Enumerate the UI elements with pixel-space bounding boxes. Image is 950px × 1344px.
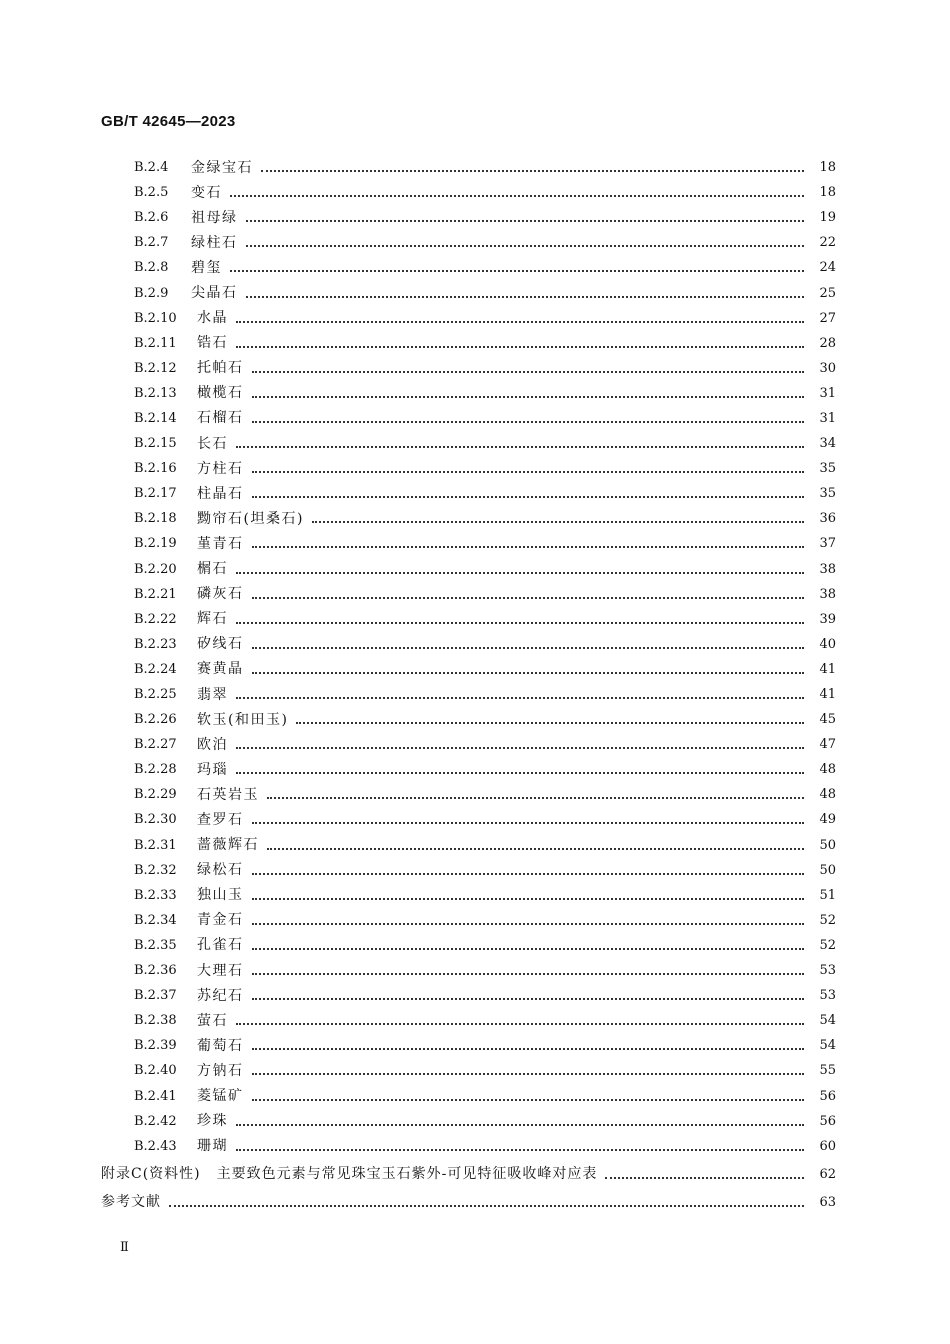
toc-entry[interactable]: [0, 356, 950, 381]
leader-dots: [236, 771, 804, 774]
page-number-roman: Ⅱ: [120, 1240, 129, 1255]
section-number: B.2.33: [134, 887, 177, 903]
leader-dots: [230, 194, 804, 197]
section-number: B.2.35: [134, 937, 177, 953]
toc-entry[interactable]: [0, 456, 950, 481]
toc-entry[interactable]: [0, 732, 950, 757]
section-number: B.2.30: [134, 812, 177, 828]
toc-entry[interactable]: [0, 506, 950, 531]
section-title: 珊瑚: [197, 1138, 228, 1155]
section-number: B.2.9: [134, 285, 169, 301]
page-number: 38: [819, 561, 836, 577]
section-number: B.2.38: [134, 1013, 177, 1029]
section-title: 珍珠: [197, 1113, 228, 1130]
toc-entry[interactable]: [0, 205, 950, 230]
leader-dots: [252, 495, 805, 498]
section-title: 矽线石: [197, 636, 244, 653]
section-number: B.2.7: [134, 235, 169, 251]
toc-entry[interactable]: [0, 582, 950, 607]
section-number: B.2.27: [134, 737, 177, 753]
section-title: 祖母绿: [191, 209, 238, 226]
section-number: B.2.24: [134, 661, 177, 677]
section-title: 辉石: [197, 611, 228, 628]
references-title: 参考文献: [101, 1194, 161, 1211]
leader-dots: [252, 671, 805, 674]
toc-entry[interactable]: [0, 958, 950, 983]
page-number: 53: [819, 963, 836, 979]
page-number: 54: [819, 1013, 836, 1029]
toc-entry[interactable]: [0, 908, 950, 933]
toc-entry[interactable]: [0, 1033, 950, 1058]
section-title: 方钠石: [197, 1062, 244, 1079]
leader-dots: [236, 1123, 804, 1126]
section-number: B.2.14: [134, 410, 177, 426]
section-title: 橄榄石: [197, 385, 244, 402]
section-title: 蔷薇辉石: [197, 837, 259, 854]
section-number: B.2.34: [134, 912, 177, 928]
section-number: B.2.5: [134, 185, 169, 201]
toc-entry[interactable]: [0, 255, 950, 280]
section-title: 尖晶石: [191, 285, 238, 302]
page-number: 50: [819, 862, 836, 878]
toc-entry[interactable]: [0, 331, 950, 356]
toc-entry[interactable]: [0, 557, 950, 582]
section-title: 石英岩玉: [197, 786, 259, 803]
page-number: 56: [819, 1088, 836, 1104]
page-number: 25: [819, 285, 836, 301]
page-number: 48: [819, 762, 836, 778]
page-number: 36: [819, 511, 836, 527]
toc-entry[interactable]: [0, 833, 950, 858]
page-number: 41: [819, 661, 836, 677]
toc-entry[interactable]: [0, 782, 950, 807]
document-id: GB/T 42645—2023: [101, 113, 236, 130]
appendix-title: 主要致色元素与常见珠宝玉石紫外-可见特征吸收峰对应表: [216, 1166, 598, 1183]
section-title: 菱锰矿: [197, 1088, 244, 1105]
leader-dots: [252, 972, 805, 975]
section-number: B.2.42: [134, 1113, 177, 1129]
leader-dots: [252, 370, 805, 373]
page-number: 37: [819, 536, 836, 552]
leader-dots: [236, 320, 804, 323]
section-number: B.2.21: [134, 586, 177, 602]
page-number: 41: [819, 687, 836, 703]
section-number: B.2.20: [134, 561, 177, 577]
section-title: 萤石: [197, 1012, 228, 1029]
leader-dots: [252, 596, 805, 599]
leader-dots: [312, 520, 804, 523]
section-number: B.2.15: [134, 436, 177, 452]
page-number: 39: [819, 611, 836, 627]
page-number: 49: [819, 812, 836, 828]
section-title: 玛瑙: [197, 761, 228, 778]
page-number: 24: [819, 260, 836, 276]
section-number: B.2.6: [134, 210, 169, 226]
section-title: 堇青石: [197, 535, 244, 552]
leader-dots: [252, 1098, 805, 1101]
page-number: 53: [819, 988, 836, 1004]
leader-dots: [230, 269, 804, 272]
toc-entry[interactable]: [0, 406, 950, 431]
toc-entry[interactable]: [0, 933, 950, 958]
toc-entry[interactable]: [0, 280, 950, 305]
page-number: 51: [819, 887, 836, 903]
leader-dots: [246, 295, 805, 298]
page-number: 22: [819, 235, 836, 251]
section-number: B.2.31: [134, 837, 177, 853]
toc-entry[interactable]: [0, 707, 950, 732]
leader-dots: [605, 1176, 804, 1179]
toc-entry[interactable]: [0, 1083, 950, 1108]
leader-dots: [252, 1072, 805, 1075]
leader-dots: [252, 872, 805, 875]
section-title: 赛黄晶: [197, 661, 244, 678]
page-number: 47: [819, 737, 836, 753]
leader-dots: [236, 621, 804, 624]
section-number: B.2.23: [134, 636, 177, 652]
leader-dots: [252, 1047, 805, 1050]
toc-entry[interactable]: [0, 1134, 950, 1159]
section-title: 磷灰石: [197, 586, 244, 603]
appendix-page: 62: [819, 1166, 836, 1182]
leader-dots: [246, 219, 805, 222]
section-title: 变石: [191, 184, 222, 201]
leader-dots: [252, 821, 805, 824]
section-number: B.2.39: [134, 1038, 177, 1054]
page-number: 54: [819, 1038, 836, 1054]
section-number: B.2.28: [134, 762, 177, 778]
section-title: 青金石: [197, 912, 244, 929]
page-number: 45: [819, 712, 836, 728]
section-number: B.2.4: [134, 160, 169, 176]
section-title: 水晶: [197, 310, 228, 327]
toc-entry-references[interactable]: [0, 1190, 950, 1215]
leader-dots: [267, 847, 804, 850]
leader-dots: [236, 445, 804, 448]
toc-entry[interactable]: [0, 180, 950, 205]
section-title: 查罗石: [197, 811, 244, 828]
toc-entry[interactable]: [0, 883, 950, 908]
page-number: 52: [819, 937, 836, 953]
leader-dots: [252, 947, 805, 950]
section-number: B.2.32: [134, 862, 177, 878]
section-title: 孔雀石: [197, 937, 244, 954]
leader-dots: [169, 1204, 804, 1207]
page-number: 31: [819, 410, 836, 426]
table-of-contents: [0, 155, 950, 1215]
section-number: B.2.16: [134, 461, 177, 477]
section-title: 长石: [197, 435, 228, 452]
leader-dots: [252, 997, 805, 1000]
toc-entry[interactable]: [0, 858, 950, 883]
toc-entry[interactable]: [0, 306, 950, 331]
toc-entry[interactable]: [0, 607, 950, 632]
section-title: 方柱石: [197, 460, 244, 477]
page-number: 34: [819, 436, 836, 452]
section-number: B.2.43: [134, 1138, 177, 1154]
page-number: 35: [819, 461, 836, 477]
toc-entry[interactable]: [0, 807, 950, 832]
section-title: 锆石: [197, 335, 228, 352]
leader-dots: [252, 897, 805, 900]
leader-dots: [252, 646, 805, 649]
page-number: 50: [819, 837, 836, 853]
section-title: 黝帘石(坦桑石): [197, 510, 304, 527]
section-title: 绿松石: [197, 862, 244, 879]
section-title: 碧玺: [191, 259, 222, 276]
section-number: B.2.19: [134, 536, 177, 552]
section-title: 托帕石: [197, 360, 244, 377]
toc-entry-appendix-c[interactable]: [0, 1162, 950, 1187]
page-number: 38: [819, 586, 836, 602]
section-title: 石榴石: [197, 410, 244, 427]
leader-dots: [236, 1022, 804, 1025]
section-number: B.2.17: [134, 486, 177, 502]
toc-entry[interactable]: [0, 531, 950, 556]
page-number: 55: [819, 1063, 836, 1079]
section-number: B.2.26: [134, 712, 177, 728]
references-page: 63: [819, 1194, 836, 1210]
leader-dots: [236, 1148, 804, 1151]
section-number: B.2.36: [134, 963, 177, 979]
page-number: 40: [819, 636, 836, 652]
toc-entry[interactable]: [0, 431, 950, 456]
page-number: 31: [819, 385, 836, 401]
section-title: 榍石: [197, 561, 228, 578]
section-title: 大理石: [197, 962, 244, 979]
section-title: 绿柱石: [191, 234, 238, 251]
section-number: B.2.11: [134, 335, 177, 351]
toc-entry[interactable]: [0, 983, 950, 1008]
page-number: 56: [819, 1113, 836, 1129]
section-number: B.2.29: [134, 787, 177, 803]
toc-entry[interactable]: [0, 757, 950, 782]
toc-entry[interactable]: [0, 632, 950, 657]
page-number: 30: [819, 360, 836, 376]
leader-dots: [252, 395, 805, 398]
leader-dots: [236, 571, 804, 574]
section-number: B.2.8: [134, 260, 169, 276]
leader-dots: [236, 345, 804, 348]
section-title: 软玉(和田玉): [197, 711, 289, 728]
section-number: B.2.13: [134, 385, 177, 401]
toc-entry[interactable]: [0, 657, 950, 682]
toc-entry[interactable]: [0, 1109, 950, 1134]
page-number: 27: [819, 310, 836, 326]
section-title: 翡翠: [197, 686, 228, 703]
page-number: 35: [819, 486, 836, 502]
leader-dots: [236, 746, 804, 749]
toc-entry[interactable]: [0, 230, 950, 255]
page-number: 60: [819, 1138, 836, 1154]
leader-dots: [267, 796, 804, 799]
leader-dots: [252, 545, 805, 548]
leader-dots: [236, 696, 804, 699]
toc-entry[interactable]: [0, 155, 950, 180]
page-number: 28: [819, 335, 836, 351]
section-title: 柱晶石: [197, 485, 244, 502]
leader-dots: [252, 922, 805, 925]
section-title: 苏纪石: [197, 987, 244, 1004]
page-number: 18: [819, 185, 836, 201]
leader-dots: [246, 244, 805, 247]
leader-dots: [296, 721, 804, 724]
toc-entry[interactable]: [0, 682, 950, 707]
page-number: 19: [819, 210, 836, 226]
section-number: B.2.22: [134, 611, 177, 627]
leader-dots: [261, 169, 804, 172]
section-number: B.2.10: [134, 310, 177, 326]
section-title: 金绿宝石: [191, 159, 253, 176]
section-title: 欧泊: [197, 736, 228, 753]
toc-entry[interactable]: [0, 481, 950, 506]
section-number: B.2.41: [134, 1088, 177, 1104]
page-number: 18: [819, 160, 836, 176]
toc-entry[interactable]: [0, 381, 950, 406]
section-number: B.2.12: [134, 360, 177, 376]
toc-entry[interactable]: [0, 1008, 950, 1033]
appendix-label: 附录C(资料性): [101, 1166, 201, 1183]
section-number: B.2.18: [134, 511, 177, 527]
section-title: 独山玉: [197, 887, 244, 904]
leader-dots: [252, 420, 805, 423]
leader-dots: [252, 470, 805, 473]
page-number: 48: [819, 787, 836, 803]
section-title: 葡萄石: [197, 1037, 244, 1054]
section-number: B.2.37: [134, 988, 177, 1004]
section-number: B.2.40: [134, 1063, 177, 1079]
toc-entry[interactable]: [0, 1058, 950, 1083]
page-number: 52: [819, 912, 836, 928]
section-number: B.2.25: [134, 687, 177, 703]
